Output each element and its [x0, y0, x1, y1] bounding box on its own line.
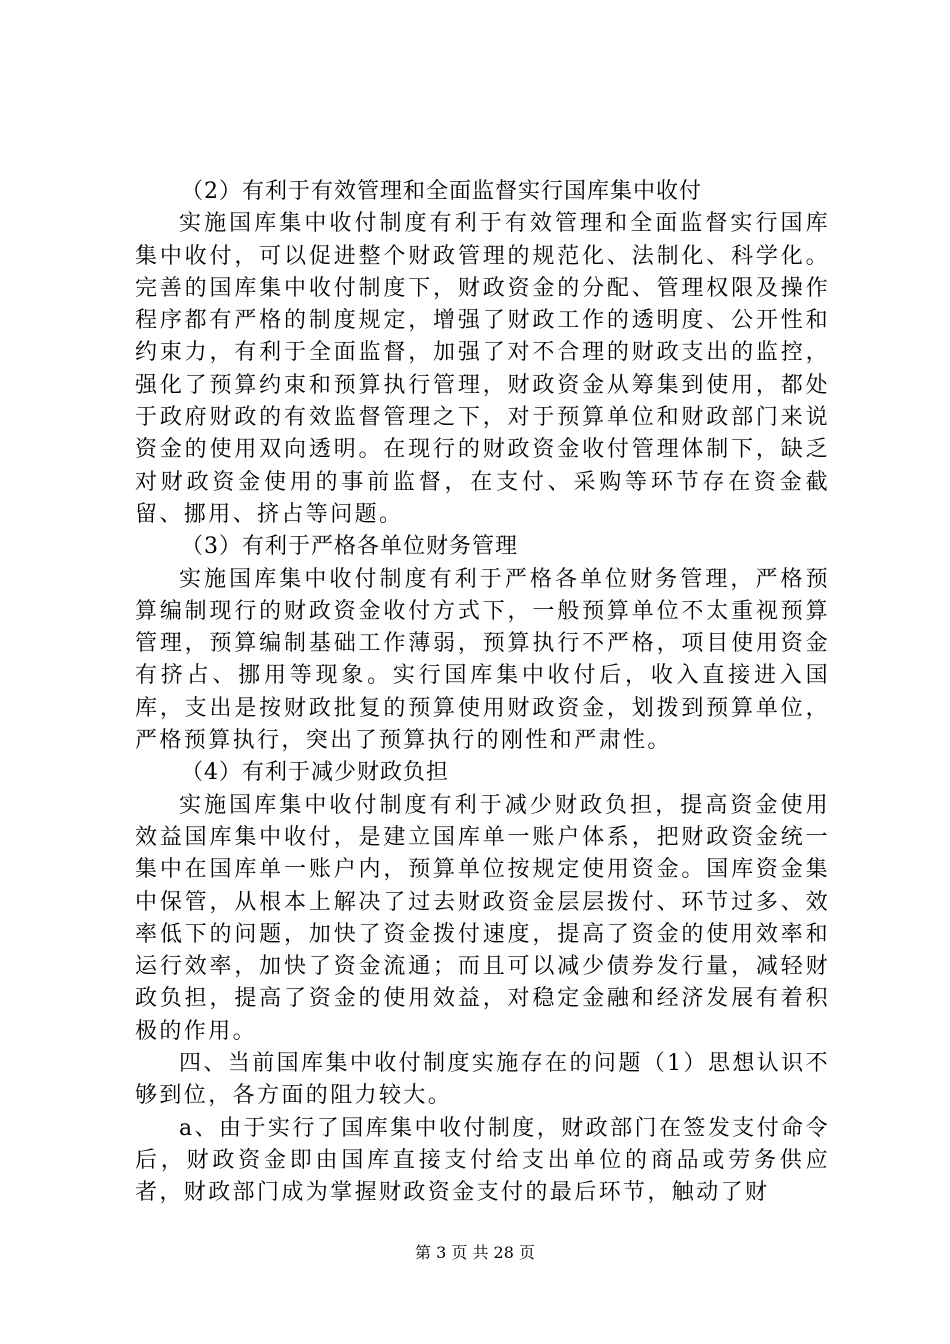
- body-paragraph: 四、当前国库集中收付制度实施存在的问题（1）思想认识不够到位，各方面的阻力较大。: [135, 1051, 830, 1109]
- body-paragraph: 实施国库集中收付制度有利于有效管理和全面监督实行国库集中收付，可以促进整个财政管理的规范化、法制化、科学化。完善的国库集中收付制度下，财政资金的分配、管理权限及操作程序都有严格的制度规定，增强了财政工作的透明度、公开性和约束力，有利于全面监督，加强了对不合理的财政支出的监控，强化了预算约束和预算执行管理，财政资金从筹集到使用，都处于政府财政的有效监督管理之下，对于预算单位和财政部门来说资金的使用双向透明。在现行的财政资金收付管理体制下，缺乏对财政资金使用的事前监督，在支付、采购等环节存在资金截留、挪用、挤占等问题。: [135, 211, 830, 527]
- body-paragraph: 实施国库集中收付制度有利于严格各单位财务管理，严格预算编制现行的财政资金收付方式下，一般预算单位不太重视预算管理，预算编制基础工作薄弱，预算执行不严格，项目使用资金有挤占、挪用等现象。实行国库集中收付后，收入直接进入国库，支出是按财政批复的预算使用财政资金，划拨到预算单位，严格预算执行，突出了预算执行的刚性和严肃性。: [135, 566, 830, 754]
- body-paragraph: a、由于实行了国库集中收付制度，财政部门在签发支付命令后，财政资金即由国库直接支付给支出单位的商品或劳务供应者，财政部门成为掌握财政资金支付的最后环节，触动了财: [135, 1115, 830, 1206]
- body-paragraph: 实施国库集中收付制度有利于减少财政负担，提高资金使用效益国库集中收付，是建立国库单一账户体系，把财政资金统一集中在国库单一账户内，预算单位按规定使用资金。国库资金集中保管，从根本上解决了过去财政资金层层拨付、环节过多、效率低下的问题，加快了资金拨付速度，提高了资金的使用效率和运行效率，加快了资金流通；而且可以减少债券发行量，减轻财政负担，提高了资金的使用效益，对稳定金融和经济发展有着积极的作用。: [135, 792, 830, 1044]
- section-heading: （3）有利于严格各单位财务管理: [181, 534, 518, 560]
- section-heading: （4）有利于减少财政负担: [181, 760, 449, 786]
- document-body: [135, 176, 830, 1210]
- section-heading: （2）有利于有效管理和全面监督实行国库集中收付: [181, 179, 702, 204]
- page-number-footer: 第 3 页 共 28 页: [415, 1243, 535, 1262]
